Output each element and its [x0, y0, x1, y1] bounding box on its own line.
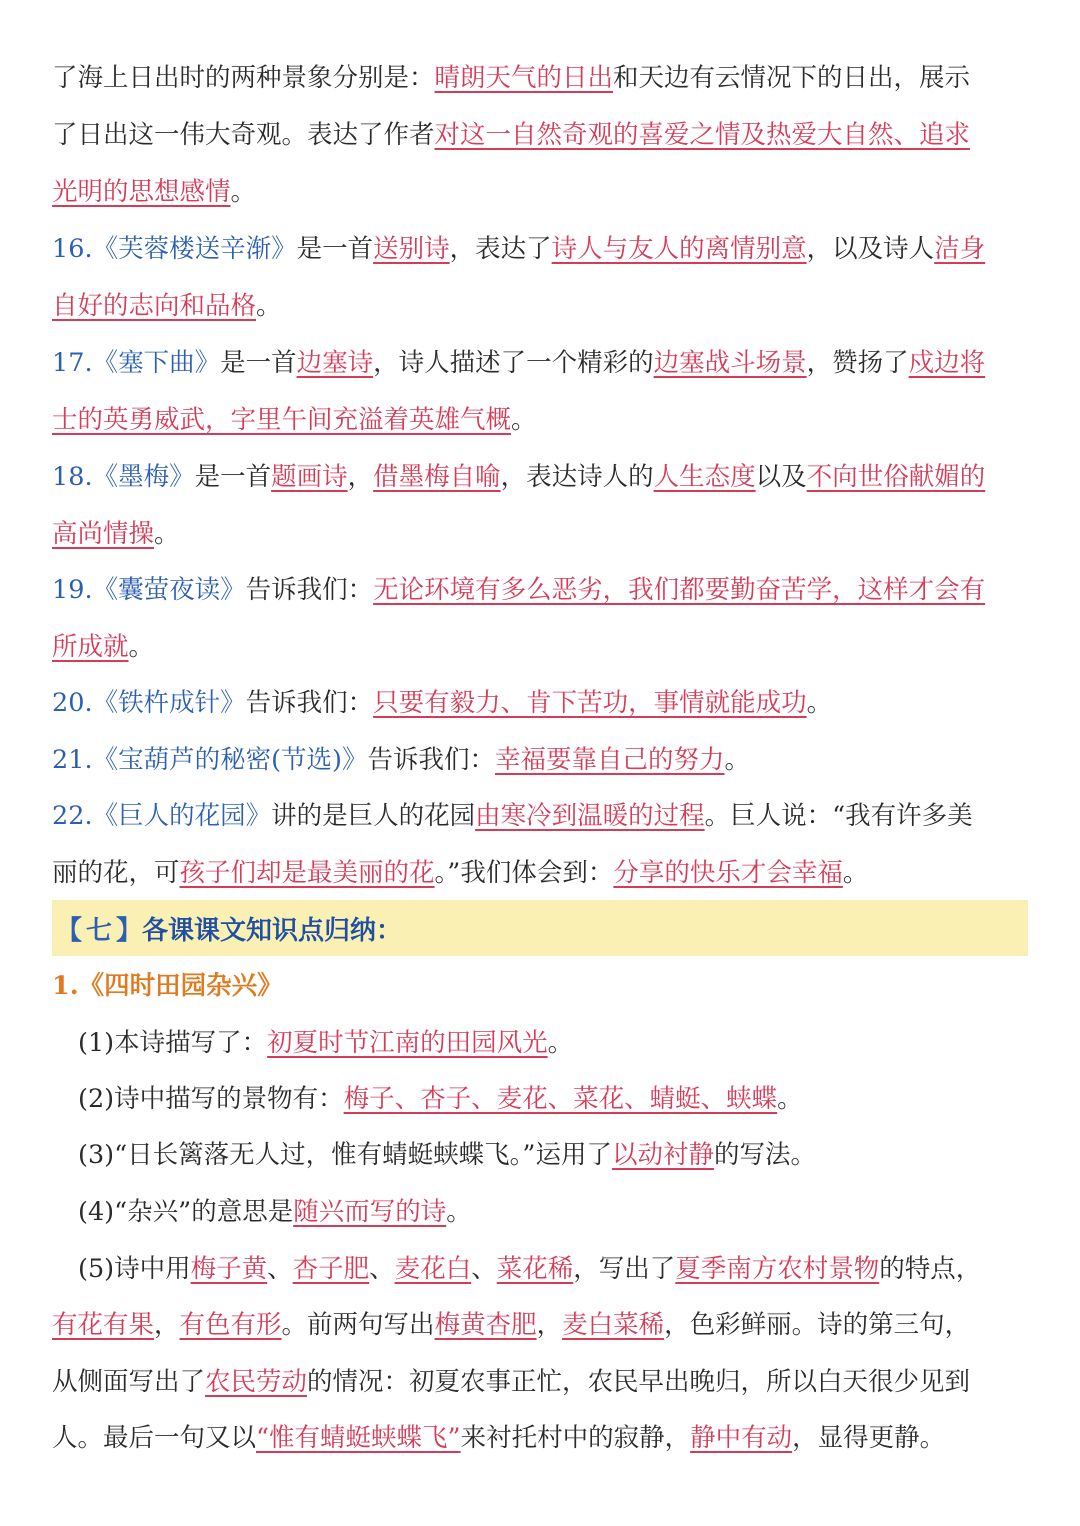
- plain-text: 。: [128, 632, 155, 662]
- plain-text: ，诗人描述了一个精彩的: [373, 348, 654, 378]
- key-phrase: 光明的思想感情: [52, 177, 231, 207]
- key-phrase: 以动衬静: [611, 1140, 714, 1170]
- item-18: [52, 453, 1028, 501]
- item-number: 16.: [52, 234, 93, 264]
- key-phrase: 无论环境有多么恶劣，我们都要勤奋苦学，这样才会有: [373, 575, 986, 605]
- key-phrase: “惟有蜻蜓蛱蝶飞”: [256, 1423, 461, 1453]
- plain-text: ，显得更静。: [792, 1423, 946, 1453]
- item-title: 《铁杵成针》: [92, 688, 246, 718]
- plain-text: 。: [547, 1028, 574, 1058]
- text-line: [52, 282, 1028, 330]
- item-title: 《塞下曲》: [92, 348, 221, 378]
- plain-text: 以及: [755, 462, 807, 492]
- plain-text: 告诉我们：: [245, 688, 374, 718]
- plain-text: 了海上日出时的两种景象分别是：: [52, 63, 435, 93]
- point-1: [78, 1019, 1028, 1067]
- plain-text: (1)本诗描写了：: [78, 1028, 268, 1058]
- plain-text: 讲的是巨人的花园: [271, 801, 476, 831]
- plain-text: 的情况：初夏农事正忙，农民早出晚归，所以白天很少见到: [307, 1367, 971, 1397]
- key-phrase: 人生态度: [653, 462, 756, 492]
- text-line: [52, 623, 1028, 671]
- text-line: [52, 510, 1028, 558]
- banner-bracket-open: 【: [56, 915, 83, 946]
- key-phrase: 只要有毅力、肯下苦功，事情就能成功: [373, 688, 807, 718]
- key-phrase: 洁身: [934, 234, 986, 264]
- plain-text: 的写法。: [713, 1140, 816, 1170]
- item-19: [52, 566, 1028, 614]
- plain-text: 了日出这一伟大奇观。表达了作者: [52, 120, 435, 150]
- key-phrase: 所成就: [52, 632, 129, 662]
- key-phrase: 有色有形: [179, 1310, 282, 1340]
- banner-bracket-close: 】: [116, 915, 143, 946]
- plain-text: 和天边有云情况下的日出，展示: [613, 63, 971, 93]
- key-phrase: 随兴而写的诗: [293, 1197, 447, 1227]
- plain-text: 。: [806, 688, 833, 718]
- plain-text: 告诉我们：: [367, 745, 495, 775]
- plain-text: 。巨人说：“我有许多美: [704, 801, 973, 831]
- key-phrase: 幸福要靠自己的努力: [494, 745, 725, 775]
- key-phrase: 自好的志向和品格: [52, 291, 257, 321]
- section-banner: [52, 900, 1028, 956]
- plain-text: ，: [154, 1310, 180, 1340]
- key-phrase: 菜花稀: [496, 1254, 574, 1284]
- key-phrase: 诗人与友人的离情别意: [551, 234, 807, 264]
- plain-text: 是一首: [194, 462, 272, 492]
- plain-text: 、: [369, 1254, 395, 1284]
- key-phrase: 送别诗: [373, 234, 450, 264]
- key-phrase: 边塞战斗场景: [653, 348, 807, 378]
- plain-text: 的特点，: [879, 1254, 982, 1284]
- plain-text: (4)“杂兴”的意思是: [78, 1197, 294, 1227]
- item-17: [52, 339, 1028, 387]
- plain-text: 。: [777, 1084, 803, 1114]
- plain-text: ，表达诗人的: [500, 462, 654, 492]
- plain-text: 、: [471, 1254, 497, 1284]
- key-phrase: 静中有动: [690, 1423, 793, 1453]
- plain-text: 。: [511, 405, 537, 435]
- text-line: [52, 396, 1028, 444]
- point-3: [78, 1131, 1028, 1179]
- item-22: [52, 792, 1028, 840]
- plain-text: ，写出了: [573, 1254, 676, 1284]
- plain-text: 、: [267, 1254, 293, 1284]
- item-number: 22.: [52, 801, 93, 831]
- key-phrase: 麦花白: [394, 1254, 472, 1284]
- text-line: [52, 54, 1028, 102]
- key-phrase: 边塞诗: [296, 348, 374, 378]
- key-phrase: 杏子肥: [292, 1254, 370, 1284]
- plain-text: 。: [842, 858, 869, 888]
- plain-text: 是一首: [220, 348, 297, 378]
- text-line: [52, 849, 1028, 897]
- plain-text: 。: [256, 291, 282, 321]
- plain-text: 。: [724, 745, 751, 775]
- plain-text: 。前两句写出: [281, 1310, 435, 1340]
- item-title: 《芙蓉楼送辛渐》: [92, 234, 297, 264]
- point-5: [78, 1245, 1028, 1293]
- text-line: [52, 1358, 1028, 1406]
- subsection-title: [52, 962, 1028, 1010]
- lesson-title: 1.《四时田园杂兴》: [52, 971, 283, 1001]
- banner-number: 七: [86, 915, 113, 946]
- text-line: [52, 1301, 1028, 1349]
- key-phrase: 高尚情操: [52, 519, 155, 549]
- plain-text: ，: [536, 1310, 563, 1340]
- key-phrase: 初夏时节江南的田园风光: [267, 1028, 548, 1058]
- point-4: [78, 1188, 1028, 1236]
- item-title: 《巨人的花园》: [92, 801, 272, 831]
- key-phrase: 对这一自然奇观的喜爱之情及热爱大自然、追求: [434, 120, 971, 150]
- text-line: [52, 111, 1028, 159]
- key-phrase: 由寒冷到温暖的过程: [475, 801, 705, 831]
- key-phrase: 有花有果: [52, 1310, 155, 1340]
- plain-text: (3)“日长篱落无人过，惟有蜻蜓蛱蝶飞。”运用了: [78, 1140, 612, 1170]
- plain-text: ，表达了: [449, 234, 552, 264]
- plain-text: 告诉我们：: [245, 575, 374, 605]
- plain-text: 来衬托村中的寂静，: [460, 1423, 691, 1453]
- key-phrase: 梅子黄: [190, 1254, 268, 1284]
- plain-text: (2)诗中描写的景物有：: [78, 1084, 344, 1114]
- plain-text: 。: [446, 1197, 472, 1227]
- key-phrase: 题画诗: [271, 462, 348, 492]
- plain-text: 人。最后一句又以: [52, 1423, 257, 1453]
- plain-text: 。: [154, 519, 180, 549]
- item-title: 《墨梅》: [92, 462, 195, 492]
- banner-title: 各课课文知识点归纳：: [142, 915, 403, 946]
- plain-text: 。: [230, 177, 257, 207]
- key-phrase: 晴朗天气的日出: [434, 63, 614, 93]
- item-number: 18.: [52, 462, 93, 492]
- plain-text: ，以及诗人: [806, 234, 935, 264]
- plain-text: 从侧面写出了: [52, 1367, 206, 1397]
- item-21: [52, 736, 1028, 784]
- key-phrase: 麦白菜稀: [562, 1310, 665, 1340]
- plain-text: 是一首: [296, 234, 374, 264]
- plain-text: ，: [347, 462, 374, 492]
- key-phrase: 借墨梅自喻: [373, 462, 501, 492]
- key-phrase: 孩子们却是最美丽的花: [179, 858, 435, 888]
- item-number: 17.: [52, 348, 93, 378]
- plain-text: (5)诗中用: [78, 1254, 191, 1284]
- plain-text: ，赞扬了: [806, 348, 909, 378]
- item-title: 《宝葫芦的秘密(节选)》: [92, 745, 368, 775]
- key-phrase: 分享的快乐才会幸福: [613, 858, 843, 888]
- text-line: [52, 168, 1028, 216]
- plain-text: 。”我们体会到：: [434, 858, 614, 888]
- text-line: [52, 1414, 1028, 1462]
- key-phrase: 夏季南方农村景物: [675, 1254, 880, 1284]
- item-16: [52, 225, 1028, 273]
- item-20: [52, 679, 1028, 727]
- key-phrase: 戍边将: [908, 348, 986, 378]
- key-phrase: 梅子、杏子、麦花、菜花、蜻蜓、蛱蝶: [343, 1084, 778, 1114]
- key-phrase: 农民劳动: [205, 1367, 308, 1397]
- point-2: [78, 1075, 1028, 1123]
- item-number: 21.: [52, 745, 93, 775]
- key-phrase: 不向世俗献媚的: [806, 462, 986, 492]
- key-phrase: 梅黄杏肥: [434, 1310, 537, 1340]
- key-phrase: 士的英勇威武，字里午间充溢着英雄气概: [52, 405, 512, 435]
- item-title: 《囊萤夜读》: [92, 575, 246, 605]
- plain-text: ，色彩鲜丽。诗的第三句，: [664, 1310, 971, 1340]
- item-number: 19.: [52, 575, 93, 605]
- plain-text: 丽的花，可: [52, 858, 180, 888]
- item-number: 20.: [52, 688, 93, 718]
